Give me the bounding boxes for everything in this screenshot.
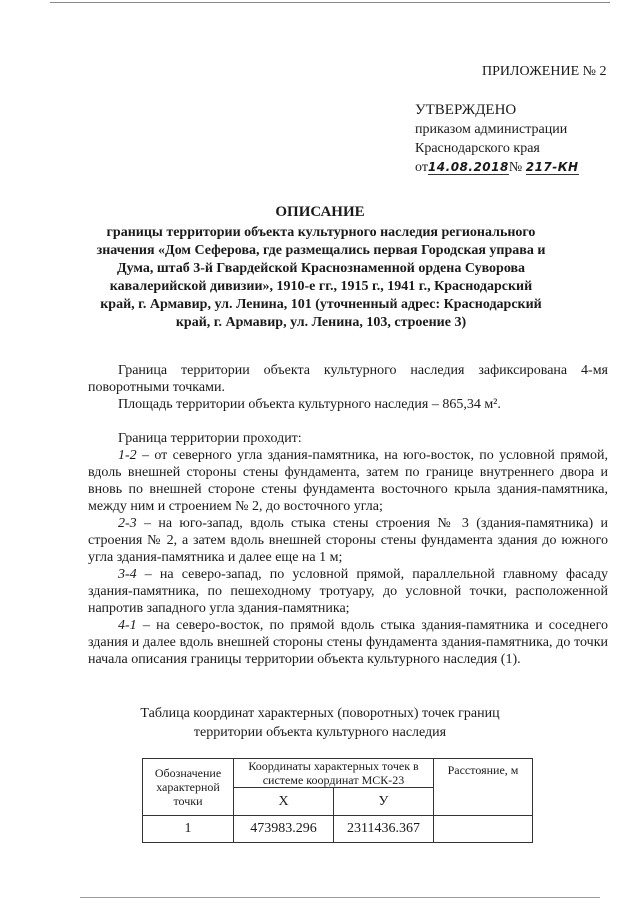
segment-text: – на северо-запад, по условной прямой, параллельной главному фасаду здания-памятника, по пешеходному тротуару, до условной точки, расположенной напротив западного угла здания-памятника; xyxy=(88,567,608,616)
approval-line-2: Краснодарского края xyxy=(415,141,540,156)
segment-4-1 xyxy=(88,617,608,668)
document-subtitle: границы территории объекта культурного наследия регионального значения «Дом Сеферова, где размещались первая Городская управа и Дума, штаб 3-й Гвардейской Краснознаменной ордена Суворова кавалерийской дивизии», 1910-е гг., 1915 г., 1941 г., Краснодарский край, г. Армавир, ул. Ленина, 101 (уточненный адрес: Краснодарский край, г. Армавир, ул. Ленина, 103, строение 3) xyxy=(96,225,546,330)
date-prefix: от xyxy=(415,160,428,175)
header-point: Обозначение характерной точки xyxy=(143,759,234,816)
handwritten-number: 217-КН xyxy=(525,160,579,174)
header-y: У xyxy=(334,788,434,816)
header-x: X xyxy=(234,788,334,816)
cell-y: 2311436.367 xyxy=(334,816,434,843)
number-prefix: № xyxy=(508,160,523,175)
handwritten-date: 14.08.2018 xyxy=(427,160,509,174)
segment-2-3 xyxy=(88,515,608,566)
table-row xyxy=(143,816,533,843)
header-coordinates: Координаты характерных точек в системе координат МСК-23 xyxy=(234,759,434,788)
cell-point: 1 xyxy=(143,816,234,843)
segment-text: – на северо-восток, по прямой вдоль стыка здания-памятника и соседнего здания и далее вдоль внешней стороны стены фундамента здания-памятника, до точки начала описания границы территории объекта культурного наследия (1). xyxy=(88,618,608,667)
paragraph-area: Площадь территории объекта культурного наследия – 865,34 м². xyxy=(118,397,501,412)
coordinates-table xyxy=(142,758,533,843)
document-title: ОПИСАНИЕ xyxy=(275,204,365,220)
segment-label: 1-2 xyxy=(118,448,137,463)
segment-label: 3-4 xyxy=(118,567,137,582)
cell-distance xyxy=(434,816,533,843)
header-distance: Расстояние, м xyxy=(434,759,533,816)
segment-3-4 xyxy=(88,566,608,617)
approval-date-line xyxy=(415,158,579,177)
segment-text: – от северного угла здания-памятника, на юго-восток, по условной прямой, вдоль внешней стороны стены фундамента, затем по границе внутреннего двора и вновь по внешней стороне стены фундамента восточного крыла здания-памятника, между ним и строением № 2, до восточного угла; xyxy=(88,448,608,514)
paragraph-intro: Граница территории проходит: xyxy=(118,431,302,446)
document-body xyxy=(88,362,608,668)
cell-x: 473983.296 xyxy=(234,816,334,843)
scan-bottom-edge xyxy=(80,897,600,898)
scan-top-edge xyxy=(50,2,610,3)
approval-line-1: приказом администрации xyxy=(415,122,568,137)
appendix-label: ПРИЛОЖЕНИЕ № 2 xyxy=(482,64,607,79)
segment-label: 2-3 xyxy=(118,516,137,531)
approval-title: УТВЕРЖДЕНО xyxy=(415,102,517,118)
approval-block xyxy=(415,100,579,177)
table-caption: Таблица координат характерных (поворотных) точек границ территории объекта культурного наследия xyxy=(140,706,500,740)
segment-label: 4-1 xyxy=(118,618,137,633)
segment-1-2 xyxy=(88,447,608,515)
segment-text: – на юго-запад, вдоль стыка стены строения № 3 (здания-памятника) и строения № 2, а затем вдоль внешней стороны стены фундамента здания до южного угла здания-памятника и далее еще на 1 м; xyxy=(88,516,608,565)
paragraph-points: Граница территории объекта культурного наследия зафиксирована 4-мя поворотными точками. xyxy=(88,363,608,395)
